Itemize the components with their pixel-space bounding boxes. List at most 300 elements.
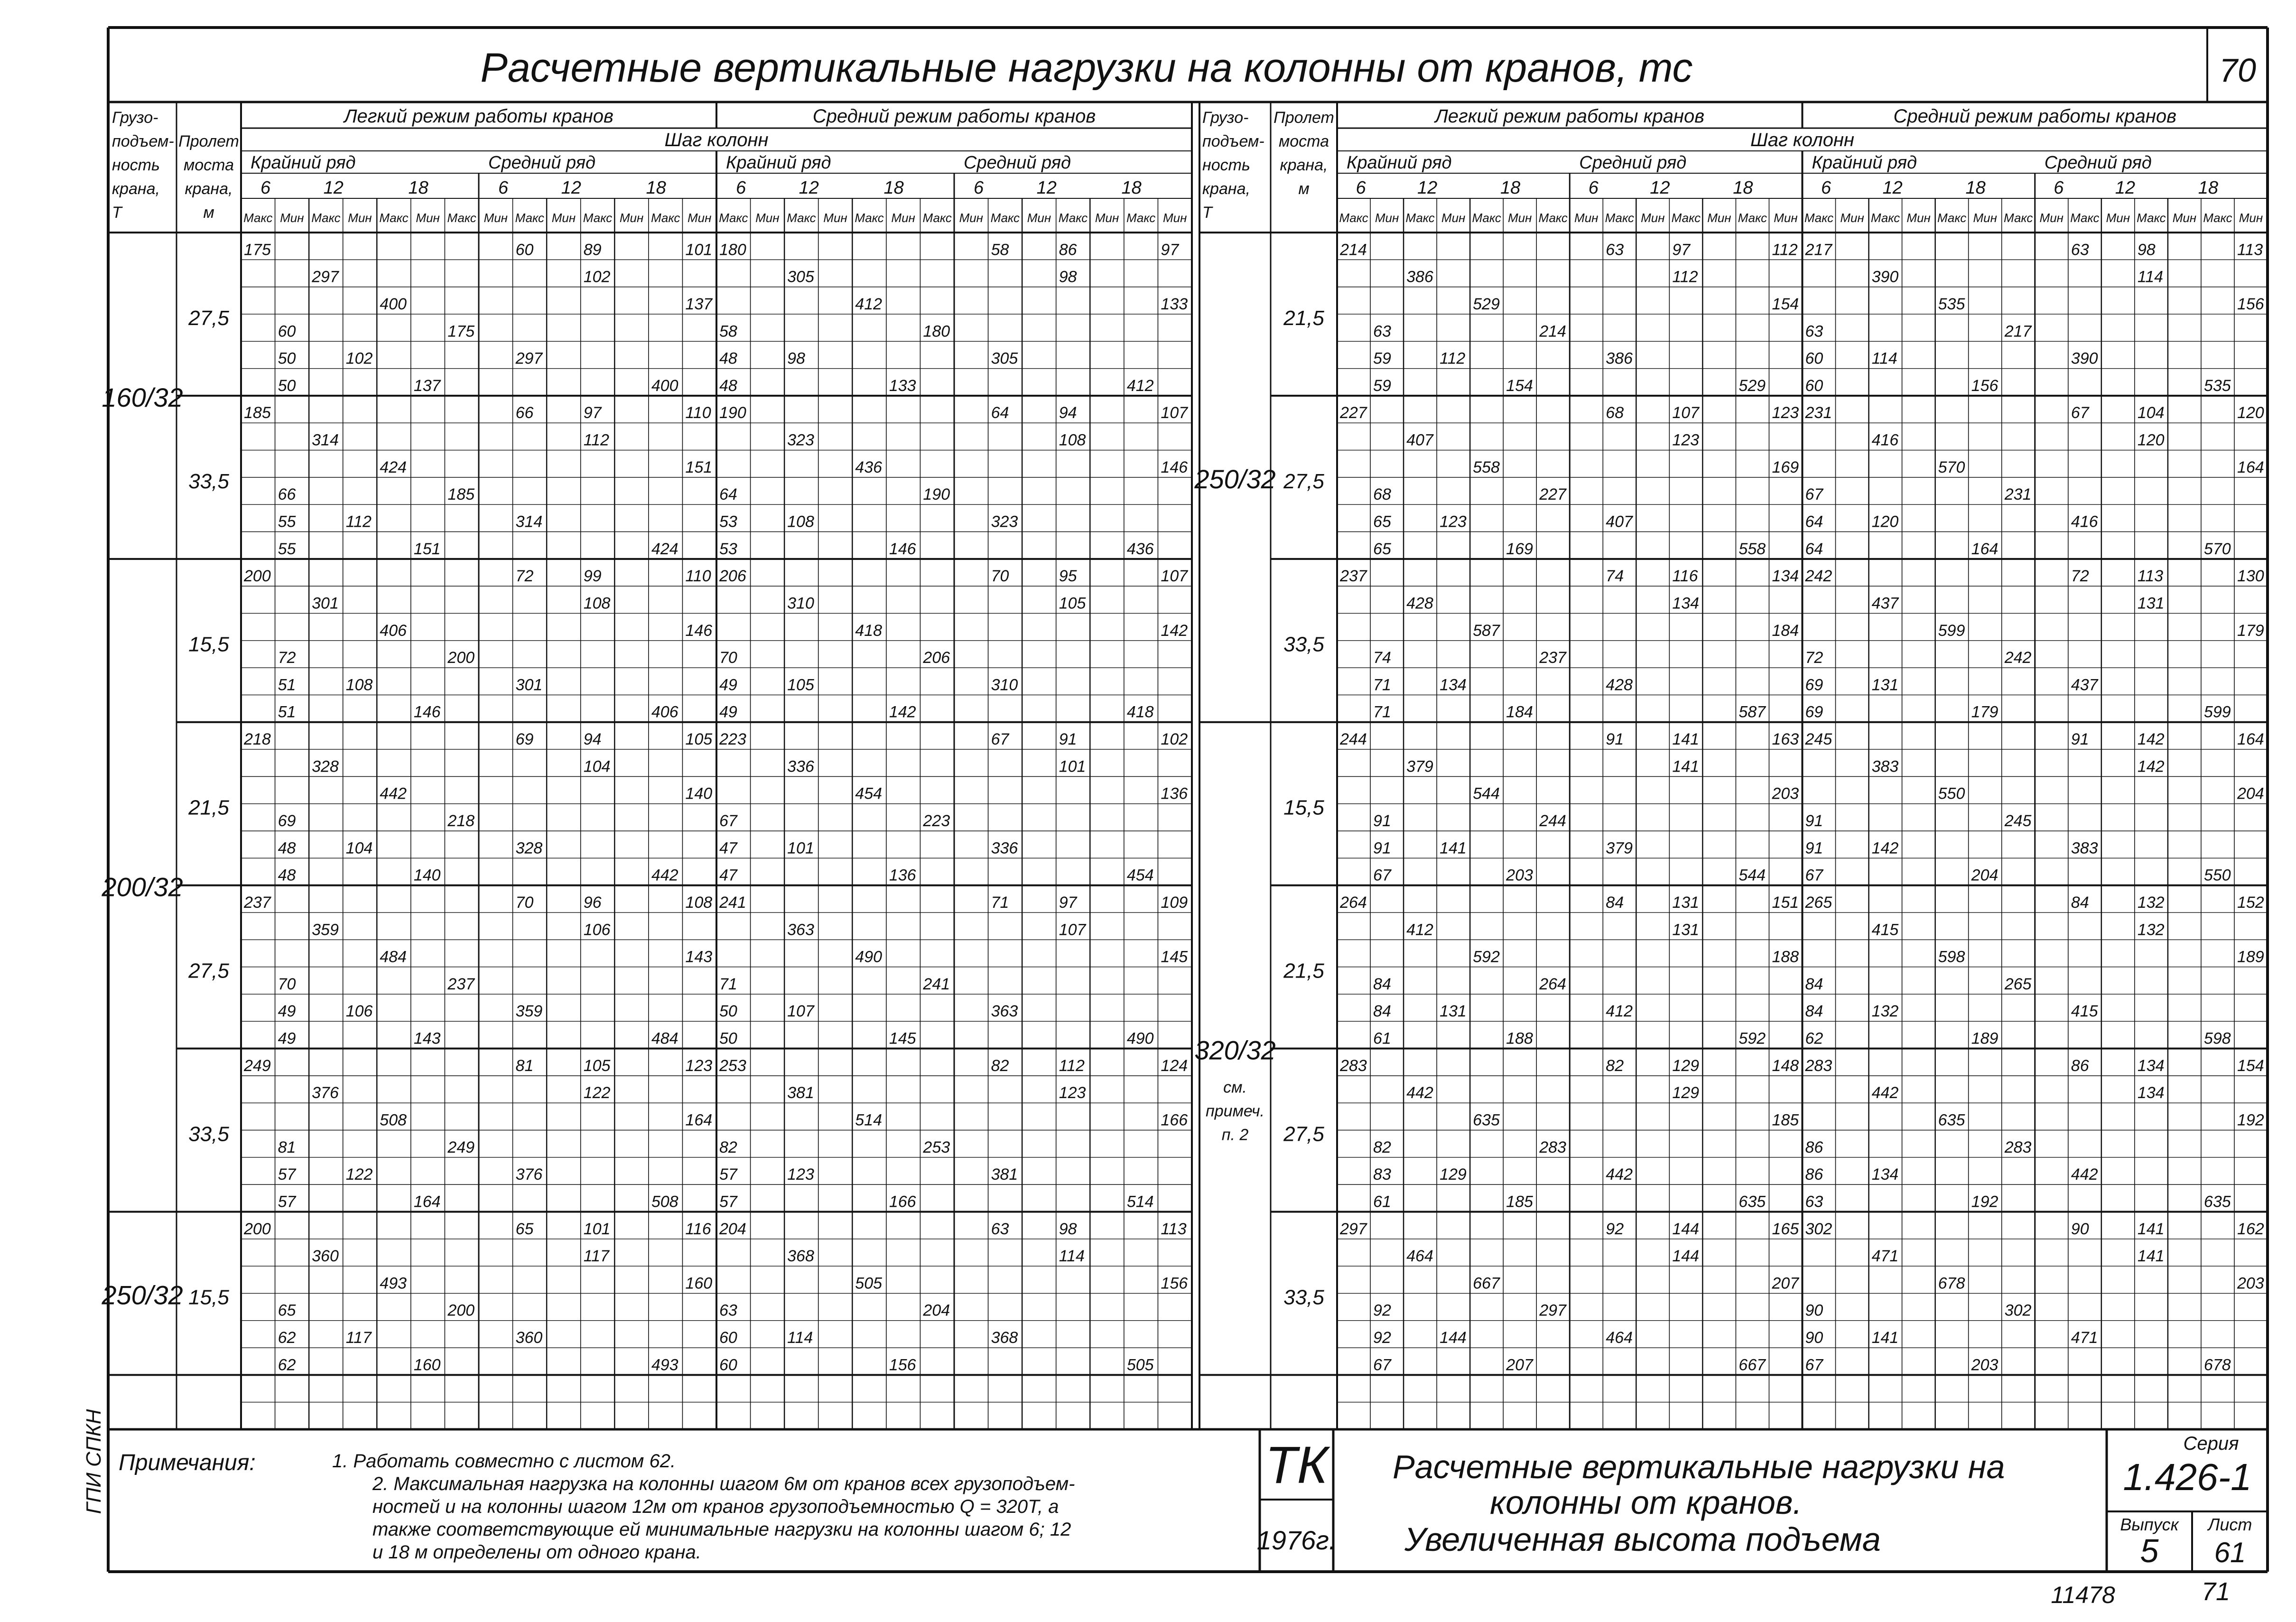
crane-capacity: 200/32 [102, 872, 183, 902]
max-header: Макс [1405, 211, 1435, 225]
max-header: Макс [1937, 211, 1967, 225]
load-value: 508 [380, 1111, 407, 1129]
capacity-header: крана, [112, 180, 160, 198]
load-value: 454 [1126, 866, 1154, 885]
load-value: 383 [2071, 839, 2098, 858]
load-value: 535 [2203, 376, 2231, 395]
capacity-note-ref: см. [1223, 1078, 1247, 1097]
load-value: 105 [583, 1056, 611, 1075]
max-header: Макс [515, 211, 545, 225]
min-header: Мин [1707, 211, 1731, 225]
load-value: 442 [2071, 1165, 2098, 1184]
load-value: 71 [1373, 676, 1391, 694]
load-value: 381 [787, 1084, 814, 1102]
load-value: 442 [1406, 1084, 1433, 1102]
load-value: 368 [991, 1329, 1018, 1347]
load-value: 188 [1506, 1029, 1533, 1048]
edge-row-label: Крайний ряд [726, 153, 831, 173]
step-18-label: 18 [1500, 178, 1521, 198]
load-value: 558 [1738, 540, 1766, 558]
load-value: 98 [1059, 268, 1077, 286]
max-header: Макс [719, 211, 748, 225]
load-value: 310 [991, 676, 1018, 694]
load-value: 175 [447, 322, 475, 341]
stamp-title-line-1: Расчетные вертикальные нагрузки на [1393, 1448, 2005, 1485]
load-value: 94 [583, 730, 602, 749]
load-value: 418 [1126, 703, 1154, 721]
load-value: 437 [2071, 676, 2098, 694]
load-value: 97 [1672, 241, 1691, 259]
load-value: 242 [2004, 649, 2032, 667]
load-value: 184 [1772, 621, 1799, 640]
min-header: Мин [823, 211, 847, 225]
load-value: 104 [583, 757, 611, 776]
load-value: 141 [1672, 730, 1700, 749]
crane-span: 15,5 [188, 633, 229, 656]
load-value: 134 [1871, 1165, 1899, 1184]
step-18-label: 18 [408, 178, 428, 198]
load-value: 134 [2137, 1084, 2165, 1102]
max-header: Макс [1671, 211, 1701, 225]
load-value: 407 [1406, 431, 1433, 449]
load-value: 48 [278, 866, 296, 885]
stamp-org: ТК [1265, 1436, 1328, 1494]
load-value: 95 [1059, 567, 1077, 586]
load-value: 123 [1672, 431, 1700, 449]
min-header: Мин [1973, 211, 1997, 225]
load-value: 131 [1672, 921, 1700, 939]
load-value: 132 [1871, 1002, 1899, 1021]
load-value: 142 [2137, 757, 2165, 776]
load-value: 113 [1161, 1220, 1187, 1238]
load-value: 189 [1971, 1029, 1999, 1048]
column-step-label: Шаг колонн [664, 130, 769, 150]
load-value: 264 [1539, 975, 1566, 993]
note-line: также соответствующие ей минимальные нагрузки на колонны шагом 6; 12 [372, 1519, 1071, 1540]
load-value: 143 [413, 1029, 441, 1048]
load-value: 164 [2237, 730, 2264, 749]
load-value: 140 [413, 866, 441, 885]
crane-span: 27,5 [1283, 1122, 1324, 1146]
min-header: Мин [1507, 211, 1532, 225]
load-value: 428 [1406, 594, 1433, 613]
note-line: ностей и на колонны шагом 12м от кранов грузоподъемностью Q = 320Т, а [372, 1496, 1059, 1517]
load-value: 169 [1772, 458, 1799, 476]
load-value: 484 [651, 1029, 679, 1048]
load-value: 112 [583, 431, 609, 449]
min-header: Мин [1840, 211, 1864, 225]
load-value: 49 [719, 703, 737, 721]
load-value: 105 [787, 676, 814, 694]
load-value: 415 [2071, 1002, 2098, 1021]
load-value: 67 [1373, 1356, 1391, 1374]
step-18-label: 18 [2198, 178, 2219, 198]
load-value: 185 [244, 404, 271, 422]
load-value: 63 [719, 1301, 737, 1320]
load-value: 91 [1805, 839, 1823, 858]
load-value: 442 [651, 866, 679, 885]
load-value: 132 [2137, 921, 2165, 939]
load-value: 206 [719, 567, 746, 586]
load-value: 407 [1606, 513, 1633, 531]
load-value: 123 [1772, 404, 1799, 422]
load-value: 544 [1738, 866, 1766, 885]
crane-span: 15,5 [188, 1286, 229, 1309]
crane-capacity: 250/32 [102, 1280, 183, 1310]
load-value: 436 [1126, 540, 1154, 558]
load-value: 108 [685, 893, 713, 912]
load-value: 144 [1672, 1220, 1700, 1238]
load-value: 84 [1606, 893, 1624, 912]
load-value: 86 [2071, 1056, 2089, 1075]
crane-span: 21,5 [1283, 306, 1324, 330]
load-value: 67 [2071, 404, 2089, 422]
load-value: 328 [312, 757, 339, 776]
load-value: 301 [312, 594, 339, 613]
load-value: 418 [855, 621, 883, 640]
load-value: 110 [685, 404, 711, 422]
load-value: 48 [719, 349, 737, 368]
load-value: 112 [1440, 349, 1466, 368]
load-value: 245 [2004, 812, 2032, 830]
crane-capacity: 320/32 [1194, 1035, 1276, 1065]
load-value: 164 [413, 1193, 441, 1211]
load-value: 106 [345, 1002, 373, 1021]
step-12-label: 12 [323, 178, 344, 198]
load-value: 131 [1672, 893, 1700, 912]
load-value: 123 [1059, 1084, 1086, 1102]
load-value: 84 [1373, 1002, 1391, 1021]
min-header: Мин [1441, 211, 1466, 225]
load-value: 51 [278, 676, 296, 694]
load-value: 207 [1506, 1356, 1533, 1374]
load-value: 218 [244, 730, 271, 749]
capacity-header: крана, [1202, 180, 1250, 198]
load-value: 180 [923, 322, 950, 341]
load-value: 227 [1539, 485, 1566, 504]
load-value: 55 [278, 540, 296, 558]
load-value: 67 [1805, 866, 1823, 885]
load-value: 107 [1059, 921, 1086, 939]
crane-span: 15,5 [1283, 796, 1324, 820]
note-line: 1. Работать совместно с листом 62. [332, 1451, 676, 1472]
load-value: 145 [889, 1029, 916, 1048]
load-value: 570 [1938, 458, 1965, 476]
load-value: 67 [719, 812, 737, 830]
load-value: 218 [447, 812, 475, 830]
load-value: 108 [1059, 431, 1086, 449]
load-value: 156 [1971, 376, 1999, 395]
load-value: 66 [278, 485, 296, 504]
load-value: 192 [1971, 1193, 1999, 1211]
step-6-label: 6 [1821, 178, 1831, 198]
edge-row-label: Крайний ряд [251, 153, 356, 173]
step-18-label: 18 [883, 178, 904, 198]
load-value: 179 [2237, 621, 2264, 640]
load-value: 185 [1506, 1193, 1533, 1211]
crane-span: 33,5 [1283, 1286, 1324, 1309]
load-value: 265 [2004, 975, 2032, 993]
crane-span: 33,5 [188, 469, 229, 493]
min-header: Мин [1095, 211, 1119, 225]
load-value: 47 [719, 866, 737, 885]
load-value: 120 [1871, 513, 1899, 531]
series-number: 1.426-1 [2123, 1456, 2252, 1498]
capacity-header: Т [112, 204, 122, 222]
crane-span: 33,5 [1283, 633, 1324, 656]
load-value: 49 [278, 1029, 296, 1048]
load-value: 592 [1738, 1029, 1766, 1048]
load-value: 70 [991, 567, 1009, 586]
middle-row-label: Средний ряд [488, 153, 596, 173]
load-value: 162 [2237, 1220, 2264, 1238]
capacity-header: подъем- [112, 132, 174, 150]
load-value: 231 [2004, 485, 2032, 504]
load-value: 60 [719, 1356, 737, 1374]
capacity-header: ность [112, 156, 160, 174]
load-value: 107 [1672, 404, 1700, 422]
load-value: 359 [515, 1002, 543, 1021]
load-value: 667 [1738, 1356, 1766, 1374]
load-value: 151 [685, 458, 713, 476]
load-value: 363 [787, 921, 814, 939]
load-value: 442 [1606, 1165, 1633, 1184]
load-value: 203 [1971, 1356, 1999, 1374]
capacity-header: Грузо- [112, 109, 158, 127]
load-value: 154 [2237, 1056, 2264, 1075]
load-value: 101 [685, 241, 713, 259]
load-value: 134 [1440, 676, 1467, 694]
min-header: Мин [959, 211, 984, 225]
load-value: 302 [1805, 1220, 1832, 1238]
load-value: 63 [1373, 322, 1391, 341]
load-value: 102 [1161, 730, 1188, 749]
issue-number: 5 [2140, 1532, 2159, 1569]
load-value: 50 [719, 1002, 737, 1021]
step-18-label: 18 [1121, 178, 1142, 198]
load-value: 71 [719, 975, 737, 993]
min-header: Мин [619, 211, 644, 225]
load-value: 97 [1161, 241, 1179, 259]
load-value: 412 [1126, 376, 1154, 395]
load-value: 550 [2203, 866, 2231, 885]
load-value: 84 [1805, 975, 1823, 993]
load-value: 116 [1672, 567, 1698, 586]
min-header: Мин [2172, 211, 2197, 225]
load-value: 112 [1059, 1056, 1085, 1075]
load-value: 60 [1805, 376, 1823, 395]
step-6-label: 6 [498, 178, 509, 198]
load-value: 60 [515, 241, 534, 259]
load-value: 114 [787, 1329, 813, 1347]
load-value: 379 [1606, 839, 1633, 858]
load-value: 112 [1772, 241, 1798, 259]
load-value: 189 [2237, 948, 2264, 966]
load-value: 314 [312, 431, 339, 449]
load-value: 146 [685, 621, 713, 640]
max-header: Макс [2070, 211, 2100, 225]
load-value: 72 [278, 649, 296, 667]
max-header: Макс [1605, 211, 1635, 225]
load-value: 360 [515, 1329, 543, 1347]
load-value: 137 [413, 376, 441, 395]
load-value: 436 [855, 458, 883, 476]
load-value: 64 [991, 404, 1009, 422]
load-value: 237 [447, 975, 475, 993]
load-value: 61 [1373, 1029, 1391, 1048]
stamp-year: 1976г. [1256, 1525, 1337, 1555]
load-value: 110 [685, 567, 711, 586]
load-value: 297 [515, 349, 543, 368]
load-value: 123 [787, 1165, 814, 1184]
load-value: 99 [583, 567, 602, 586]
step-6-label: 6 [1356, 178, 1366, 198]
load-value: 249 [244, 1056, 271, 1075]
min-header: Мин [1906, 211, 1931, 225]
load-value: 129 [1672, 1084, 1700, 1102]
load-value: 123 [685, 1056, 713, 1075]
load-value: 74 [1373, 649, 1391, 667]
load-value: 203 [1506, 866, 1533, 885]
load-value: 114 [1871, 349, 1897, 368]
load-value: 360 [312, 1247, 339, 1266]
load-value: 66 [515, 404, 534, 422]
step-6-label: 6 [974, 178, 984, 198]
load-value: 400 [651, 376, 679, 395]
load-value: 146 [413, 703, 441, 721]
load-value: 598 [1938, 948, 1965, 966]
load-value: 131 [1871, 676, 1899, 694]
load-value: 70 [515, 893, 534, 912]
load-value: 55 [278, 513, 296, 531]
step-12-label: 12 [799, 178, 819, 198]
mode-medium-label: Средний режим работы кранов [812, 106, 1096, 127]
load-value: 114 [2137, 268, 2164, 286]
load-value: 71 [1373, 703, 1391, 721]
span-header: Пролет [1273, 109, 1334, 127]
load-value: 678 [2203, 1356, 2231, 1374]
load-value: 57 [719, 1165, 737, 1184]
page-title: Расчетные вертикальные нагрузки на колонны от кранов, тс [480, 45, 1693, 91]
load-value: 141 [1672, 757, 1700, 776]
load-value: 169 [1506, 540, 1533, 558]
load-value: 185 [447, 485, 475, 504]
load-value: 96 [583, 893, 602, 912]
margin-number: 71 [2201, 1577, 2231, 1606]
load-value: 57 [278, 1193, 296, 1211]
notes-heading: Примечания: [119, 1450, 256, 1475]
load-value: 505 [855, 1274, 883, 1293]
load-value: 508 [651, 1193, 679, 1211]
span-header: моста [183, 156, 234, 174]
load-value: 122 [345, 1165, 373, 1184]
load-value: 92 [1373, 1301, 1391, 1320]
load-value: 64 [719, 485, 737, 504]
issue-label: Выпуск [2120, 1515, 2179, 1534]
load-value: 120 [2137, 431, 2165, 449]
max-header: Макс [787, 211, 816, 225]
step-18-label: 18 [646, 178, 666, 198]
load-value: 386 [1606, 349, 1633, 368]
load-value: 64 [1805, 540, 1823, 558]
max-header: Макс [1339, 211, 1368, 225]
load-value: 140 [685, 784, 713, 803]
load-value: 406 [651, 703, 679, 721]
load-value: 116 [685, 1220, 711, 1238]
load-value: 249 [447, 1138, 475, 1156]
step-18-label: 18 [1733, 178, 1753, 198]
crane-span: 27,5 [1283, 469, 1324, 493]
min-header: Мин [2106, 211, 2130, 225]
sheet-number: 61 [2214, 1537, 2246, 1568]
max-header: Макс [2137, 211, 2166, 225]
crane-span: 27,5 [188, 959, 229, 983]
load-value: 283 [1340, 1056, 1367, 1075]
load-value: 97 [583, 404, 602, 422]
edge-row-label: Крайний ряд [1347, 153, 1452, 173]
load-value: 129 [1440, 1165, 1467, 1184]
load-value: 241 [719, 893, 746, 912]
load-value: 635 [1938, 1111, 1965, 1129]
load-value: 188 [1772, 948, 1799, 966]
note-line: 2. Максимальная нагрузка на колонны шагом 6м от кранов всех грузоподъем- [372, 1473, 1075, 1494]
capacity-header: Грузо- [1202, 109, 1249, 127]
load-value: 204 [719, 1220, 746, 1238]
load-value: 57 [719, 1193, 737, 1211]
load-value: 297 [1340, 1220, 1367, 1238]
load-value: 107 [1161, 404, 1188, 422]
load-value: 65 [1373, 513, 1391, 531]
stamp-title-line-2: колонны от кранов. [1490, 1484, 1802, 1521]
load-value: 305 [991, 349, 1018, 368]
mode-medium-label: Средний режим работы кранов [1893, 106, 2177, 127]
load-value: 101 [1059, 757, 1086, 776]
note-line: и 18 м определены от одного крана. [372, 1542, 701, 1563]
load-value: 154 [1506, 376, 1533, 395]
load-value: 400 [380, 295, 407, 313]
span-header: м [203, 204, 214, 222]
load-value: 237 [244, 893, 271, 912]
load-value: 376 [312, 1084, 339, 1102]
load-value: 48 [719, 376, 737, 395]
load-value: 363 [991, 1002, 1018, 1021]
load-value: 635 [2203, 1193, 2231, 1211]
load-value: 102 [583, 268, 611, 286]
max-header: Макс [990, 211, 1020, 225]
load-value: 253 [719, 1056, 746, 1075]
load-value: 214 [1539, 322, 1566, 341]
load-value: 214 [1340, 241, 1367, 259]
load-value: 59 [1373, 349, 1391, 368]
load-value: 113 [2137, 567, 2164, 586]
load-value: 203 [1772, 784, 1799, 803]
load-value: 107 [787, 1002, 814, 1021]
load-value: 490 [855, 948, 883, 966]
load-value: 471 [1871, 1247, 1899, 1266]
load-value: 65 [515, 1220, 534, 1238]
load-value: 102 [345, 349, 373, 368]
load-value: 227 [1340, 404, 1367, 422]
min-header: Мин [2239, 211, 2263, 225]
stamp-title-line-3: Увеличенная высота подъема [1404, 1521, 1881, 1558]
load-value: 667 [1473, 1274, 1500, 1293]
load-value: 464 [1606, 1329, 1633, 1347]
load-value: 244 [1539, 812, 1566, 830]
load-value: 142 [889, 703, 916, 721]
load-value: 416 [2071, 513, 2098, 531]
load-value: 464 [1406, 1247, 1433, 1266]
load-value: 65 [278, 1301, 296, 1320]
